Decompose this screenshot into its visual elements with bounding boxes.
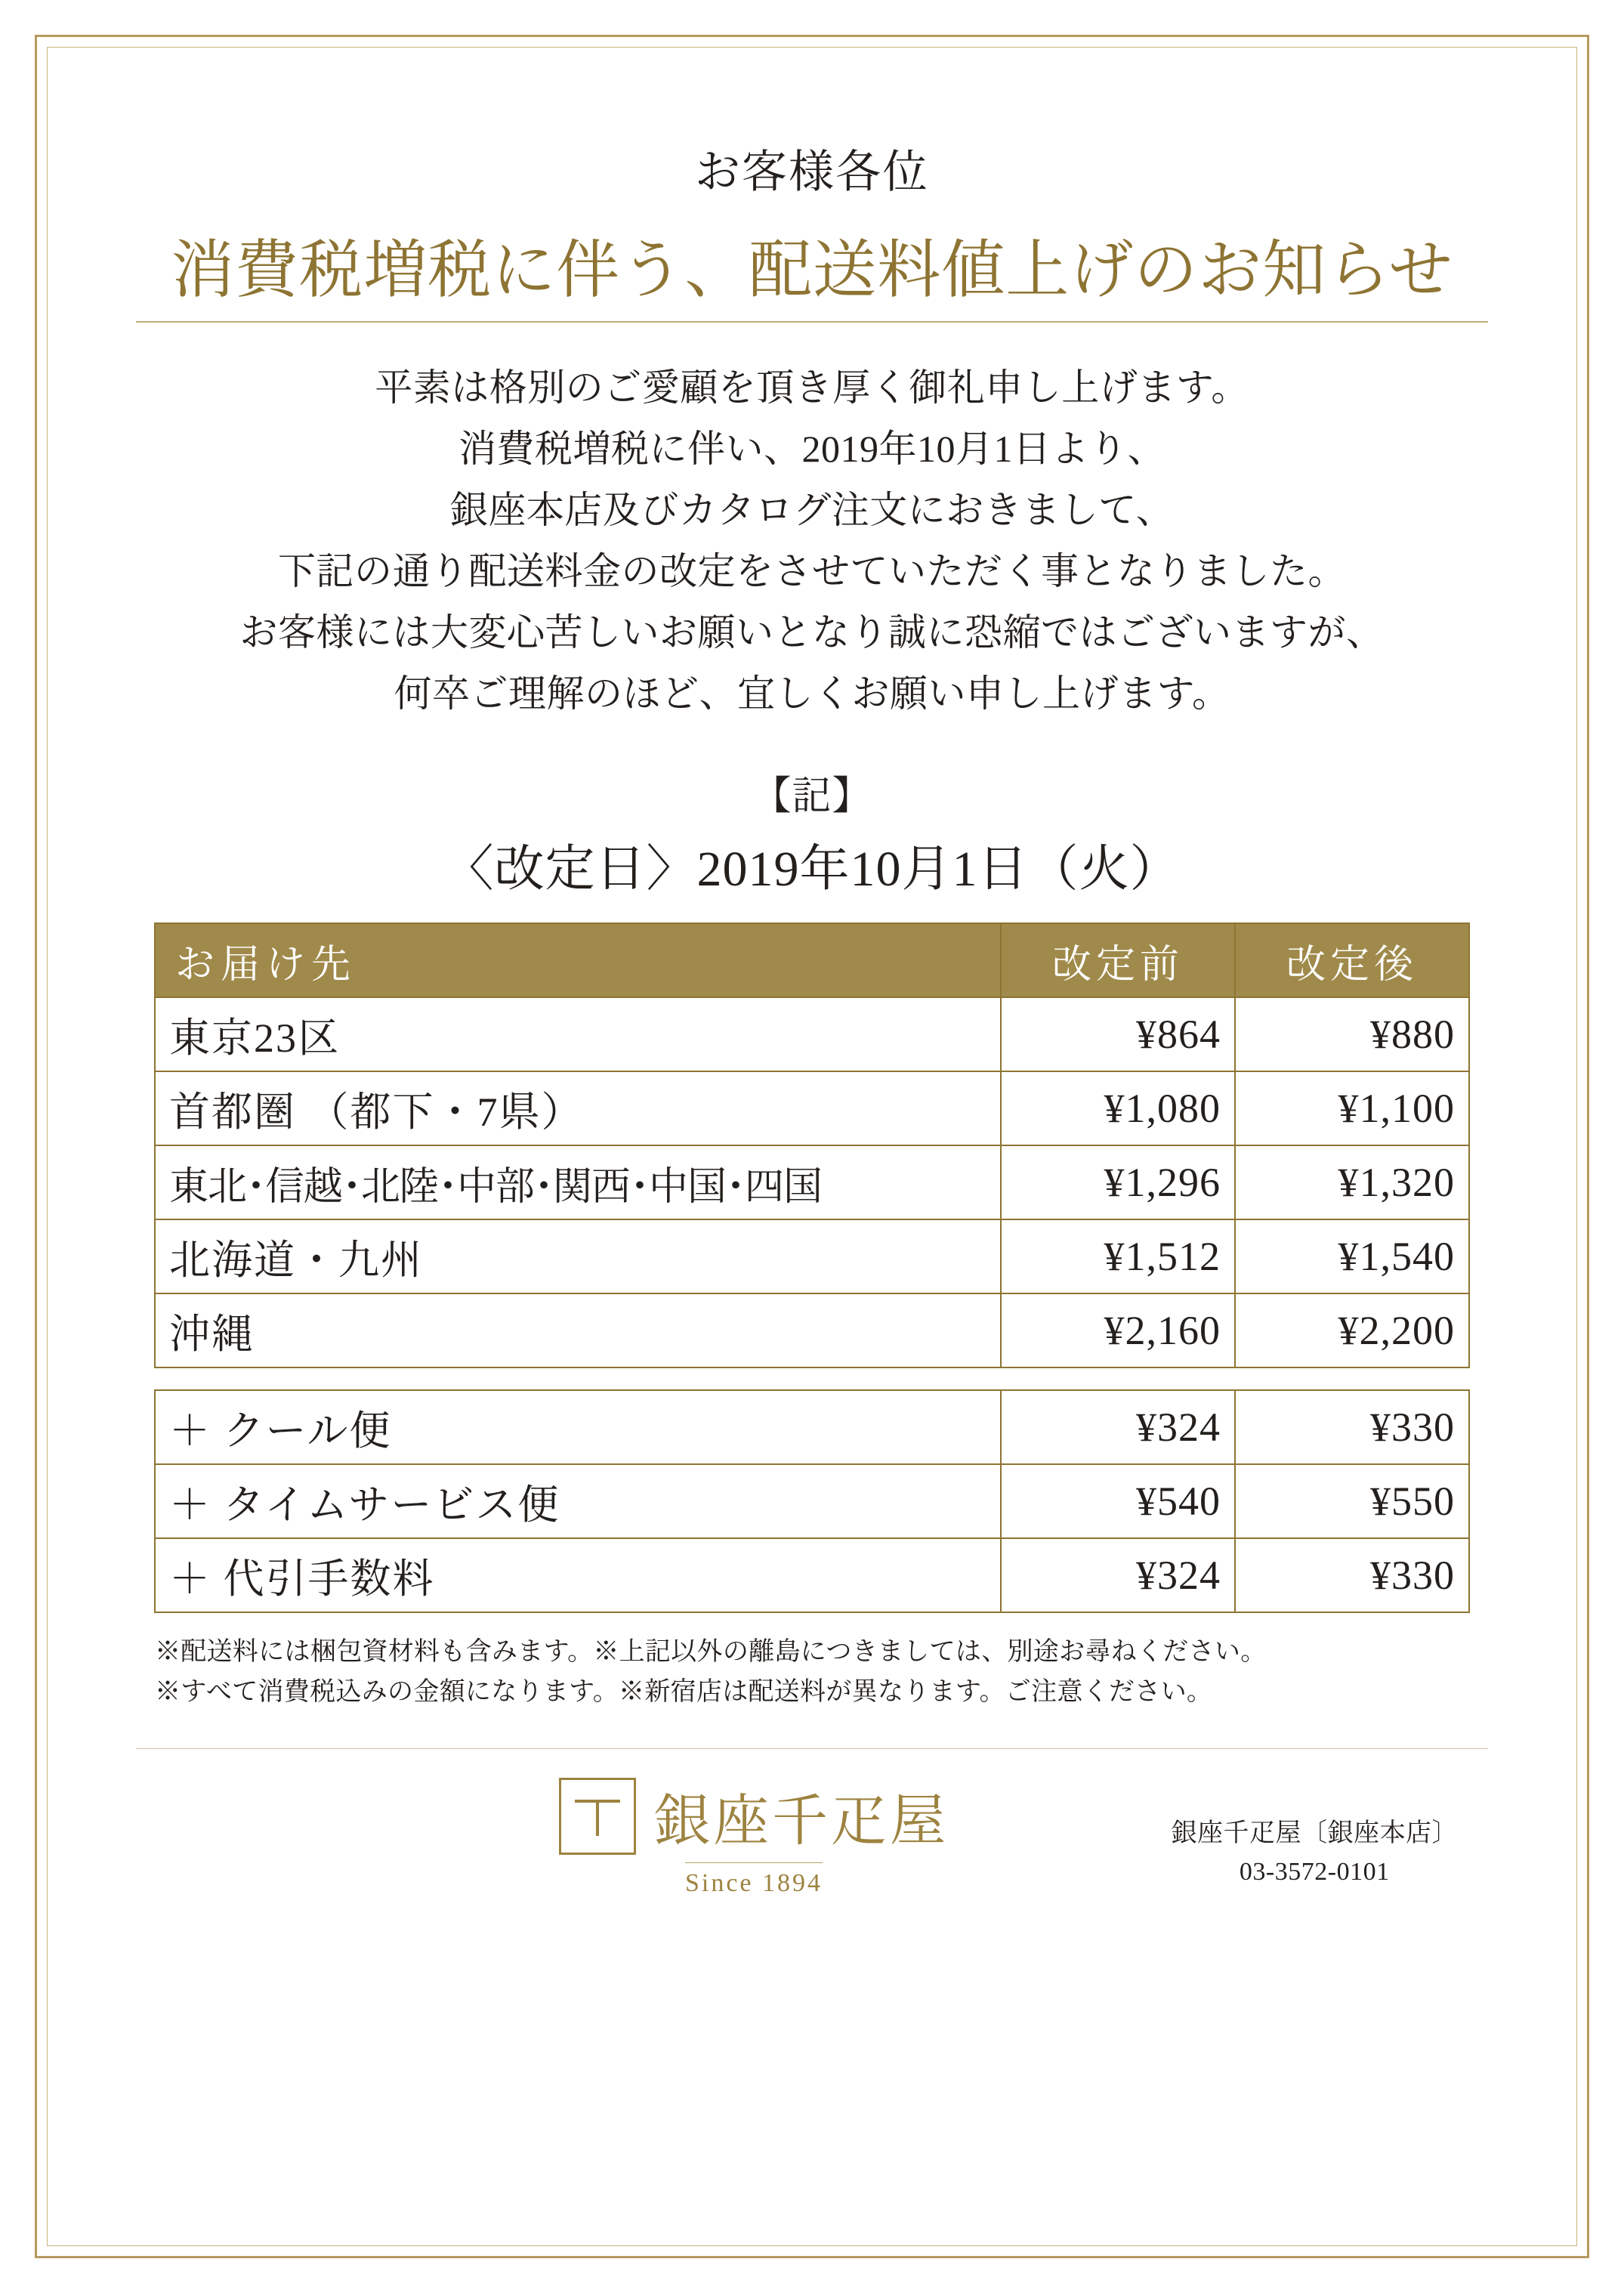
table-row [155,997,1469,1071]
body-paragraph [136,357,1488,725]
brand-name: 銀座千疋屋 [654,1791,949,1853]
cell-before: ¥540 [1001,1464,1235,1538]
cell-after: ¥550 [1235,1464,1469,1538]
cell-destination: 東京23区 [155,997,1001,1071]
cell-after: ¥330 [1235,1538,1469,1612]
cell-after: ¥1,100 [1235,1071,1469,1145]
sembikiya-crest-icon [559,1778,636,1855]
body-line: お客様には大変心苦しいお願いとなり誠に恐縮ではございますが、 [239,611,1385,654]
table-row [155,1145,1469,1219]
cell-after: ¥330 [1235,1390,1469,1464]
body-line: 下記の通り配送料金の改定をさせていただく事となりました。 [278,550,1346,592]
body-line: 平素は格別のご愛顧を頂き厚く御礼申し上げます。 [375,366,1249,409]
cell-before: ¥324 [1001,1538,1235,1612]
cell-option-name: ＋ クール便 [155,1390,1001,1464]
cell-after: ¥880 [1235,997,1469,1071]
addressee: お客様各位 [695,147,929,197]
headline-divider [136,321,1488,323]
table-row [155,1538,1469,1612]
column-header-after: 改定後 [1235,923,1469,997]
store-phone: 03-3572-0101 [1239,1858,1390,1887]
brand-logo [559,1776,949,1898]
footnote-line: ※すべて消費税込みの金額になります。※新宿店は配送料が異なります。ご注意ください。 [155,1677,1213,1706]
store-contact [1172,1814,1459,1891]
table-row [155,1071,1469,1145]
cell-destination: 北海道・九州 [155,1219,1001,1293]
cell-after: ¥2,200 [1235,1293,1469,1367]
cell-after: ¥1,320 [1235,1145,1469,1219]
table-header-row [155,923,1469,997]
cell-destination: 東北･信越･北陸･中部･関西･中国･四国 [155,1145,1001,1219]
cell-after: ¥1,540 [1235,1219,1469,1293]
shipping-fee-table [154,922,1470,1368]
body-line: 何卒ご理解のほど、宜しくお願い申し上げます。 [394,672,1230,715]
footnotes [155,1633,1469,1712]
column-header-before: 改定前 [1001,923,1235,997]
logo-row [559,1776,949,1856]
cell-option-name: ＋ タイムサービス便 [155,1464,1001,1538]
cell-before: ¥864 [1001,997,1235,1071]
cell-destination: 首都圏 （都下・7県） [155,1071,1001,1145]
page-title: 消費税増税に伴う、配送料値上げのお知らせ [171,236,1453,306]
table-row [155,1293,1469,1367]
table-row [155,1390,1469,1464]
revision-date: 〈改定日〉2019年10月1日（火） [443,842,1181,897]
cell-before: ¥1,080 [1001,1071,1235,1145]
cell-destination: 沖縄 [155,1293,1001,1367]
optional-fee-table [154,1389,1470,1613]
cell-before: ¥324 [1001,1390,1235,1464]
body-line: 消費税増税に伴い、2019年10月1日より、 [458,428,1166,470]
cell-before: ¥1,296 [1001,1145,1235,1219]
table-row [155,1464,1469,1538]
notice-label: 【記】 [752,775,872,818]
column-header-destination: お届け先 [155,923,1001,997]
cell-before: ¥1,512 [1001,1219,1235,1293]
cell-before: ¥2,160 [1001,1293,1235,1367]
table-spacer [136,1368,1488,1389]
footnote-line: ※配送料には梱包資材料も含みます。※上記以外の離島につきましては、別途お尋ねください。 [155,1638,1267,1666]
body-line: 銀座本店及びカタログ注文におきまして、 [449,489,1175,531]
table-row [155,1219,1469,1293]
footer [136,1749,1488,1938]
cell-option-name: ＋ 代引手数料 [155,1538,1001,1612]
store-name: 銀座千疋屋〔銀座本店〕 [1171,1819,1458,1848]
brand-since: Since 1894 [685,1862,823,1898]
